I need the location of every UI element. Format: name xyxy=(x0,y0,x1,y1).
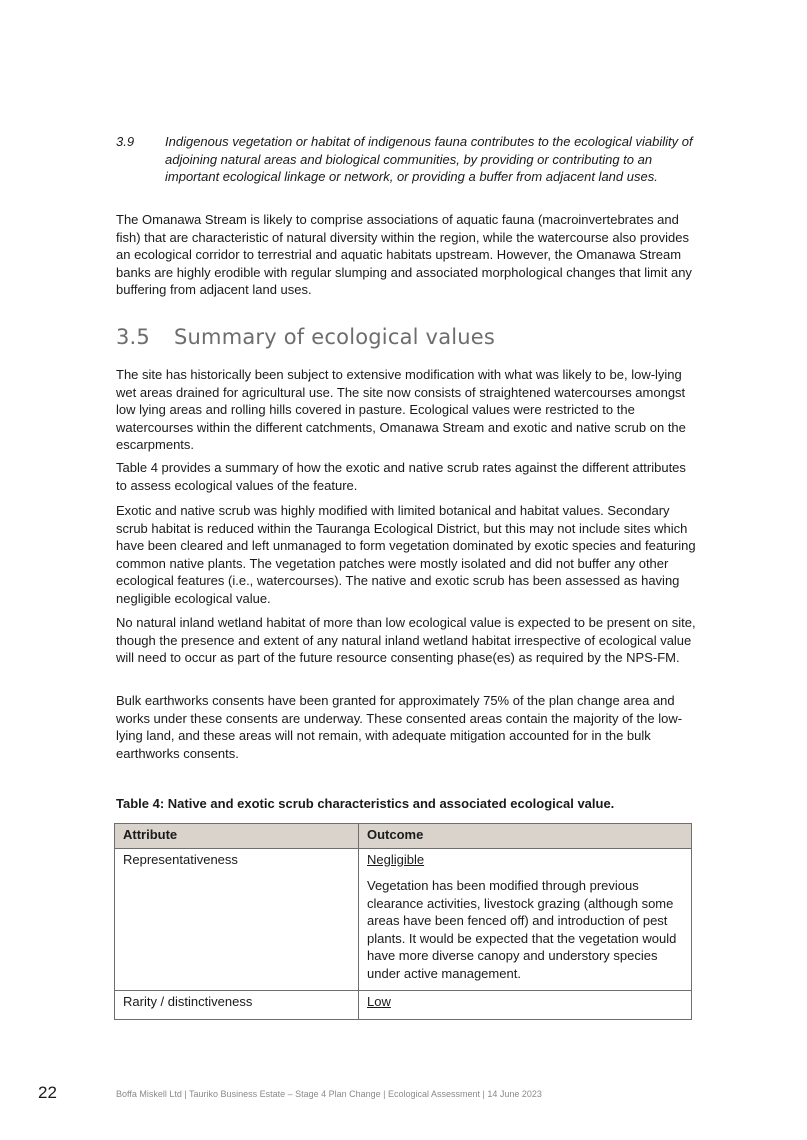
paragraph-1: The site has historically been subject to extensive modification with what was likely to be, low-lying wet areas drained for agricultural use. The site now consists of straightened watercourses amongst low lying areas and rolling hills covered in pasture. Ecological values were restricted to the watercourses within the different catchments, Omanawa Stream and exotic and native scrub on the escarpments. xyxy=(116,367,686,452)
outcome-cell xyxy=(359,991,692,1020)
paragraph-2: Table 4 provides a summary of how the exotic and native scrub rates against the different attributes to assess ecological values of the feature. xyxy=(116,460,686,493)
header-attribute: Attribute xyxy=(115,824,359,849)
paragraph-3: Exotic and native scrub was highly modified with limited botanical and habitat values. Secondary scrub habitat is reduced within the Tauranga Ecological District, but this may not include sites which have been cleared and left unmanaged to form vegetation dominated by exotic species and featuring common native plants. The vegetation patches were mostly isolated and did not buffer any other ecological features (i.e., watercourses). The native and exotic scrub has been assessed as having negligible ecological value. xyxy=(116,503,696,606)
paragraph-5: Bulk earthworks consents have been granted for approximately 75% of the plan change area and works under these consents are underway. These consented areas contain the majority of the low-lying land, and these areas will not remain, with adequate mitigation accounted for in the bulk earthworks consents. xyxy=(116,693,683,761)
values-table xyxy=(114,823,692,1020)
section-number: 3.5 xyxy=(116,325,150,349)
page-number: 22 xyxy=(38,1083,57,1102)
attribute-cell: Rarity / distinctiveness xyxy=(115,991,359,1020)
paragraph-4: No natural inland wetland habitat of more than low ecological value is expected to be present on site, though the presence and extent of any natural inland wetland habitat irrespective of ecological value will need to occur as part of the future resource consenting phase(es) as required by the NPS-FM. xyxy=(116,615,696,665)
table-row xyxy=(115,848,692,991)
section-title: Summary of ecological values xyxy=(174,325,496,349)
table-header-row xyxy=(115,824,692,849)
criterion-text: Indigenous vegetation or habitat of indigenous fauna contributes to the ecological viability of adjoining natural areas and biological communities, by providing or contributing to an important ecological linkage or network, or providing a buffer from adjacent land uses. xyxy=(165,134,693,184)
section-heading xyxy=(116,325,495,349)
outcome-rating: Negligible xyxy=(367,851,425,867)
footer-text: Boffa Miskell Ltd | Tauriko Business Estate – Stage 4 Plan Change | Ecological Assessment | 14 June 2023 xyxy=(116,1089,542,1099)
header-outcome: Outcome xyxy=(359,824,692,849)
criterion-3-9 xyxy=(116,133,696,186)
criterion-number: 3.9 xyxy=(116,134,135,149)
table-row xyxy=(115,991,692,1020)
outcome-cell xyxy=(359,848,692,991)
intro-paragraph: The Omanawa Stream is likely to comprise associations of aquatic fauna (macroinvertebrates and fish) that are characteristic of natural diversity within the region, while the watercourse also provides an ecological corridor to terrestrial and aquatic habitats upstream. However, the Omanawa Stream banks are highly erodible with regular slumping and associated morphological changes that limit any buffering from adjacent land uses. xyxy=(116,212,692,297)
table-caption: Table 4: Native and exotic scrub characteristics and associated ecological value. xyxy=(116,796,615,811)
outcome-rating: Low xyxy=(367,994,391,1009)
attribute-cell: Representativeness xyxy=(115,848,359,991)
outcome-description: Vegetation has been modified through previous clearance activities, livestock grazing (although some areas have been fenced off) and introduction of pest plants. It would be expected that the vegetation would have more diverse canopy and understory species under active management. xyxy=(367,878,677,981)
